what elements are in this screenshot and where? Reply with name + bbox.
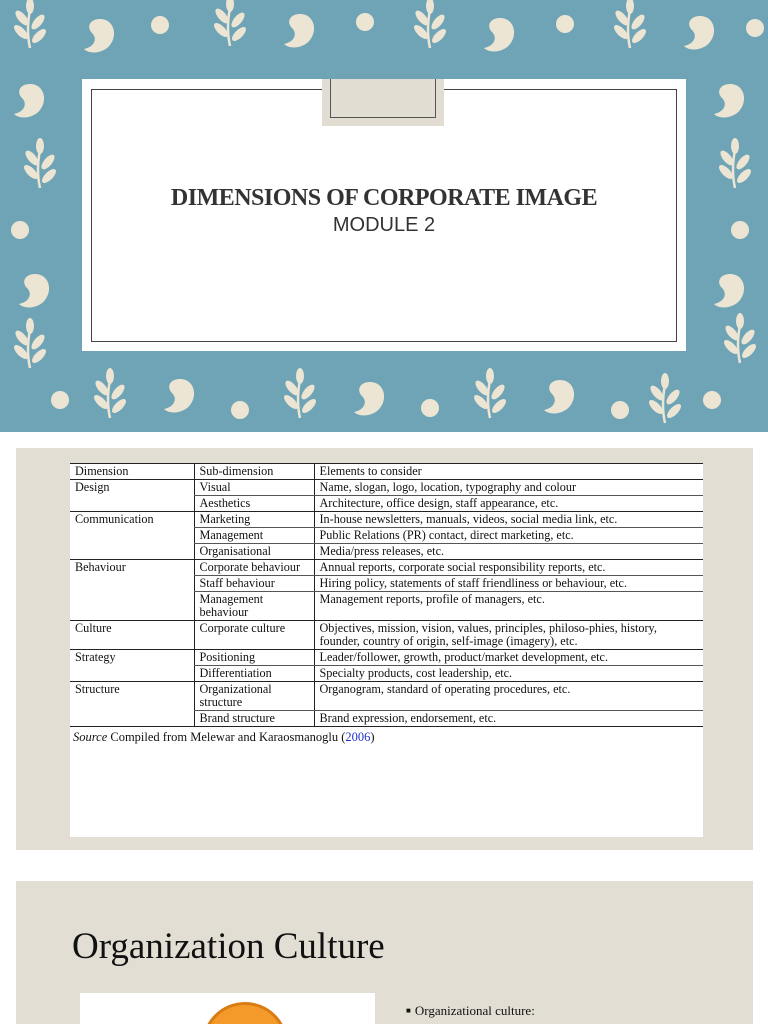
subdimension-cell: Aesthetics [194, 496, 314, 512]
slide-title: DIMENSIONS OF CORPORATE IMAGE [170, 185, 598, 211]
table-source-note [70, 727, 703, 748]
subdimension-cell: Organizational structure [194, 682, 314, 711]
table-row [70, 682, 703, 711]
table-row [70, 650, 703, 666]
dimension-cell: Behaviour [70, 560, 194, 621]
dimension-cell: Communication [70, 512, 194, 560]
elements-cell: Annual reports, corporate social responsibility reports, etc. [314, 560, 703, 576]
elements-cell: Specialty products, cost leadership, etc. [314, 666, 703, 682]
table-row [70, 621, 703, 650]
source-year-link[interactable]: 2006 [345, 730, 371, 744]
elements-cell: Media/press releases, etc. [314, 544, 703, 560]
header-cell: Elements to consider [314, 464, 703, 480]
elements-cell: Organogram, standard of operating procedures, etc. [314, 682, 703, 711]
tab-outline [330, 79, 436, 118]
subdimension-cell: Marketing [194, 512, 314, 528]
subdimension-cell: Corporate behaviour [194, 560, 314, 576]
bullet-dot-icon: ■ [406, 1006, 411, 1015]
source-close: ) [370, 730, 375, 744]
dimension-cell: Culture [70, 621, 194, 650]
culture-diagram-image [80, 993, 375, 1024]
elements-cell: Leader/follower, growth, product/market development, etc. [314, 650, 703, 666]
elements-cell: Name, slogan, logo, location, typography and colour [314, 480, 703, 496]
dimensions-table [70, 463, 703, 727]
title-slide [0, 0, 768, 432]
table-row [70, 512, 703, 528]
table-row [70, 480, 703, 496]
subdimension-cell: Visual [194, 480, 314, 496]
subdimension-cell: Organisational [194, 544, 314, 560]
bullet-item [406, 1003, 535, 1019]
table-image [70, 463, 703, 837]
elements-cell: Management reports, profile of managers, etc. [314, 592, 703, 621]
elements-cell: Architecture, office design, staff appearance, etc. [314, 496, 703, 512]
subdimension-cell: Management [194, 528, 314, 544]
title-card [82, 79, 686, 351]
elements-cell: Hiring policy, statements of staff friendliness or behaviour, etc. [314, 576, 703, 592]
dimension-cell: Design [70, 480, 194, 512]
elements-cell: Objectives, mission, vision, values, principles, philoso-phies, history, founder, country of origin, self-image (imagery), etc. [314, 621, 703, 650]
subdimension-cell: Differentiation [194, 666, 314, 682]
dimension-cell: Strategy [70, 650, 194, 682]
elements-cell: In-house newsletters, manuals, videos, social media link, etc. [314, 512, 703, 528]
table-header-row [70, 464, 703, 480]
subdimension-cell: Management behaviour [194, 592, 314, 621]
source-label: Source [73, 730, 108, 744]
slide-subtitle: MODULE 2 [332, 214, 436, 236]
elements-cell: Public Relations (PR) contact, direct marketing, etc. [314, 528, 703, 544]
elements-cell: Brand expression, endorsement, etc. [314, 711, 703, 727]
subdimension-cell: Staff behaviour [194, 576, 314, 592]
bullet-text: Organizational culture: [414, 1003, 535, 1018]
title-card-tab [322, 79, 444, 126]
header-cell: Sub-dimension [194, 464, 314, 480]
dimension-cell: Structure [70, 682, 194, 727]
subdimension-cell: Corporate culture [194, 621, 314, 650]
source-text: Compiled from Melewar and Karaosmanoglu ( [107, 730, 346, 744]
table-row [70, 560, 703, 576]
subdimension-cell: Brand structure [194, 711, 314, 727]
subdimension-cell: Positioning [194, 650, 314, 666]
dimensions-table-slide [16, 448, 753, 850]
slide-heading: Organization Culture [72, 926, 385, 967]
header-cell: Dimension [70, 464, 194, 480]
organization-culture-slide [16, 881, 753, 1024]
orange-circle-graphic [202, 1002, 288, 1024]
